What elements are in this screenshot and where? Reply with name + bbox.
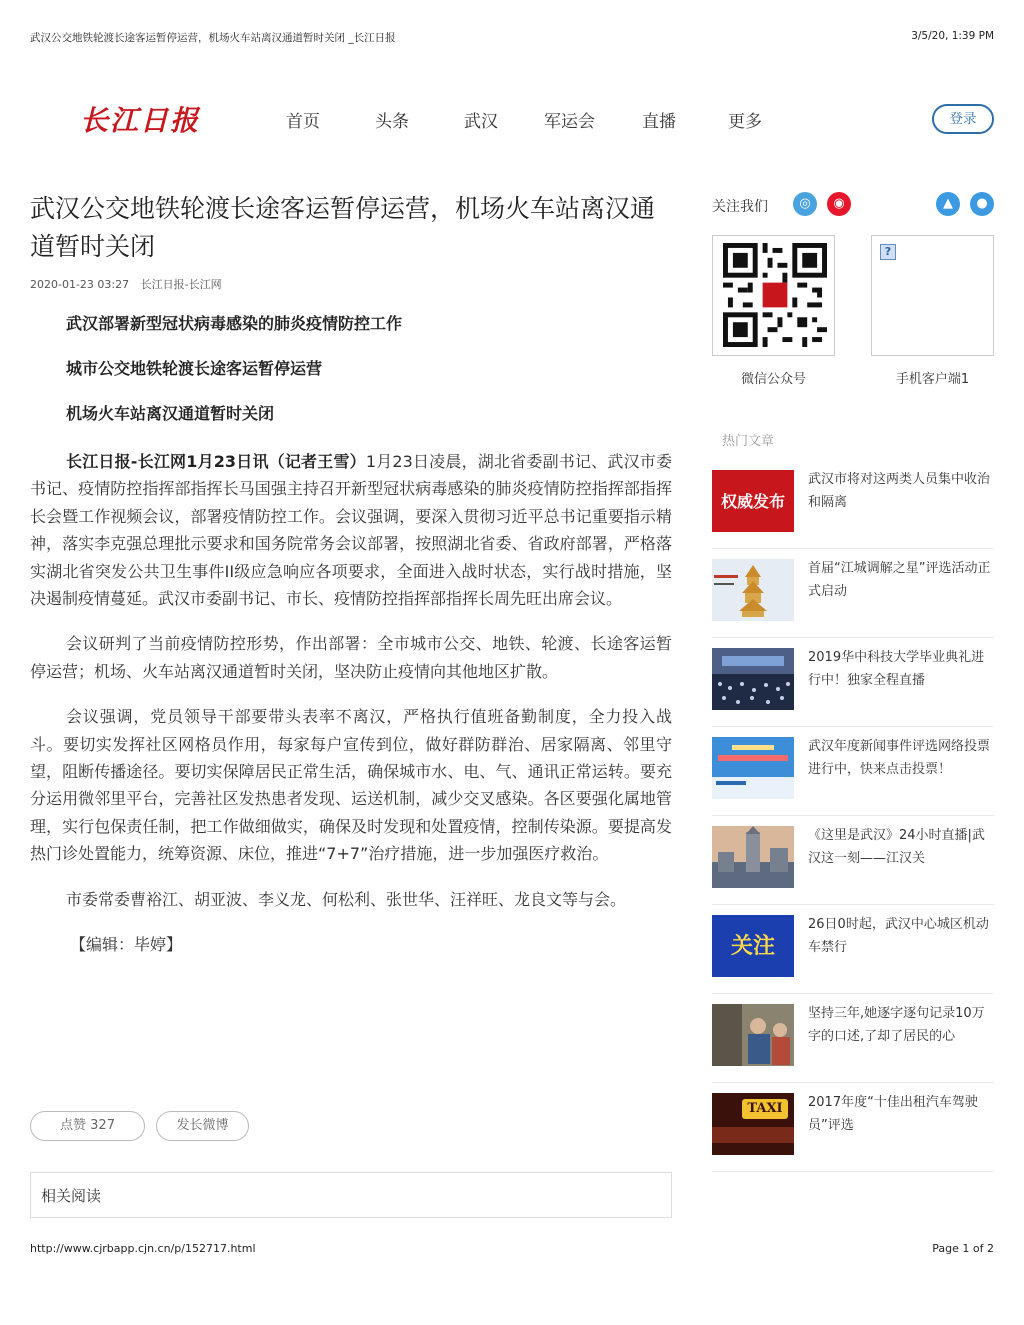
article-paragraph — [30, 448, 672, 612]
article-paragraph: 市委常委曹裕江、胡亚波、李义龙、何松利、张世华、汪祥旺、龙良文等与会。 — [66, 889, 627, 909]
article-dateline: 长江日报-长江网1月23日讯（记者王雪） — [66, 452, 366, 471]
hot-article-item[interactable] — [712, 816, 994, 905]
nav-more[interactable]: 更多 — [728, 112, 762, 132]
app-qr-code — [871, 235, 994, 356]
print-page-number: Page 1 of 2 — [932, 1242, 994, 1255]
like-button[interactable]: 点赞 327 — [30, 1111, 145, 1141]
hot-article-title: 2019华中科技大学毕业典礼进行中！独家全程直播 — [808, 650, 985, 688]
nav-home[interactable]: 首页 — [286, 112, 320, 132]
hot-article-title: 2017年度“十佳出租汽车驾驶员”评选 — [808, 1095, 978, 1133]
hot-article-item[interactable] — [712, 1083, 994, 1172]
hot-article-item[interactable] — [712, 905, 994, 994]
apple-icon[interactable]: ● — [970, 192, 994, 216]
jianghan-customs-image — [712, 826, 794, 888]
hot-article-item[interactable] — [712, 460, 994, 549]
article-paragraph: 会议研判了当前疫情防控形势，作出部署：全市城市公交、地铁、轮渡、长途客运暂停运营；机场、火车站离汉通道暂时关闭，坚决防止疫情向其他地区扩散。 — [30, 634, 672, 681]
thumbnail-label: 权威发布 — [720, 492, 785, 511]
thumbnail-label: 关注 — [730, 933, 775, 959]
hot-article-title: 《这里是武汉》24小时直播|武汉这一刻——江汉关 — [808, 828, 985, 866]
hot-articles-title: 热门文章 — [722, 434, 775, 449]
nav-military-games[interactable]: 军运会 — [544, 112, 595, 132]
print-page-url: http://www.cjrbapp.cjn.cn/p/152717.html — [30, 1242, 256, 1255]
print-footer — [30, 1242, 994, 1256]
nav-wuhan[interactable]: 武汉 — [464, 112, 498, 132]
article-title: 武汉公交地铁轮渡长途客运暂停运营，机场火车站离汉通道暂时关闭 — [30, 194, 656, 261]
nav-headlines[interactable]: 头条 — [375, 112, 409, 132]
android-icon[interactable]: ▲ — [936, 192, 960, 216]
article — [30, 190, 672, 958]
thumbnail-label: TAXI — [747, 1101, 783, 1116]
article-date: 2020-01-23 03:27 — [30, 278, 130, 291]
weixin-icon[interactable]: ◎ — [793, 192, 817, 216]
hot-article-thumbnail — [712, 826, 794, 888]
article-subhead: 武汉部署新型冠状病毒感染的肺炎疫情防控工作 — [66, 314, 403, 333]
weibo-share-button[interactable]: 发长微博 — [156, 1111, 249, 1141]
weibo-icon[interactable]: ◉ — [827, 192, 851, 216]
follow-us-label: 关注我们 — [712, 199, 768, 215]
article-editor: 【编辑：毕婷】 — [70, 935, 183, 955]
article-subhead: 城市公交地铁轮渡长途客运暂停运营 — [66, 359, 323, 378]
hot-article-thumbnail — [712, 648, 794, 710]
article-source: 长江日报-长江网 — [140, 278, 222, 291]
graduation-ceremony-image — [712, 648, 794, 710]
hot-article-thumbnail — [712, 1093, 794, 1155]
print-page-title: 武汉公交地铁轮渡长途客运暂停运营，机场火车站离汉通道暂时关闭 _长江日报 — [30, 32, 396, 44]
hot-article-thumbnail — [712, 915, 794, 977]
hot-article-thumbnail — [712, 470, 794, 532]
app-qr-caption: 手机客户端1 — [895, 372, 970, 387]
hot-article-thumbnail — [712, 737, 794, 799]
article-meta — [30, 276, 672, 292]
hot-article-item[interactable] — [712, 638, 994, 727]
print-header — [30, 30, 994, 44]
hot-article-item[interactable] — [712, 727, 994, 816]
qr-code-image — [723, 243, 827, 347]
residents-photo — [712, 1004, 794, 1066]
hot-article-title: 26日0时起，武汉中心城区机动车禁行 — [808, 917, 989, 955]
article-subhead: 机场火车站离汉通道暂时关闭 — [66, 404, 275, 423]
nav-live[interactable]: 直播 — [642, 112, 676, 132]
hot-article-title: 武汉市将对这两类人员集中收治和隔离 — [808, 472, 991, 510]
hot-article-title: 首届“江城调解之星”评选活动正式启动 — [808, 561, 991, 599]
article-lead-text: 1月23日凌晨，湖北省委副书记、武汉市委书记、疫情防控指挥部指挥长马国强主持召开新型冠状病毒感染的肺炎疫情防控指挥部指挥长会暨工作视频会议，部署疫情防控工作。会议强调，要深入贯彻习近平总书记重要指示精神，落实李克强总理批示要求和国务院常务会议部署，按照湖北省委、省政府部署，严格落实湖北省突发公共卫生事件II级应急响应各项要求，全面进入战时状态，实行战时措施，坚决遏制疫情蔓延。武汉市委副书记、市长、疫情防控指挥部指挥长周先旺出席会议。 — [30, 452, 672, 609]
hot-article-item[interactable] — [712, 549, 994, 638]
related-reading[interactable]: 相关阅读 — [30, 1172, 672, 1218]
top-navigation — [30, 95, 994, 145]
news-vote-image — [712, 737, 794, 799]
login-button[interactable]: 登录 — [932, 104, 994, 134]
site-logo[interactable]: 长江日报 — [80, 104, 201, 137]
print-datetime: 3/5/20, 1:39 PM — [911, 30, 994, 42]
wechat-qr-code — [712, 235, 835, 356]
pagoda-image — [712, 559, 794, 621]
hot-article-title: 武汉年度新闻事件评选网络投票进行中，快来点击投票！ — [808, 739, 991, 777]
hot-article-item[interactable] — [712, 994, 994, 1083]
article-paragraph: 会议强调，党员领导干部要带头表率不离汉，严格执行值班备勤制度，全力投入战斗。要切实发挥社区网格员作用，每家每户宣传到位，做好群防群治、居家隔离、邻里守望，阻断传播途径。要切实保障居民正常生活，确保城市水、电、气、通讯正常运转。要充分运用微邻里平台，完善社区发热患者发现、运送机制，减少交叉感染。各区要强化属地管理，实行包保责任制，把工作做细做实，确保及时发现和处置疫情，控制传染源。要提高发热门诊处置能力，统筹资源、床位，推进“7+7”治疗措施，进一步加强医疗救治。 — [30, 707, 672, 864]
wechat-qr-caption: 微信公众号 — [740, 372, 806, 387]
hot-article-thumbnail — [712, 559, 794, 621]
hot-article-title: 坚持三年,她逐字逐句记录10万字的口述,了却了居民的心 — [808, 1006, 985, 1044]
broken-image-icon: ? — [880, 244, 896, 260]
hot-article-thumbnail — [712, 1004, 794, 1066]
